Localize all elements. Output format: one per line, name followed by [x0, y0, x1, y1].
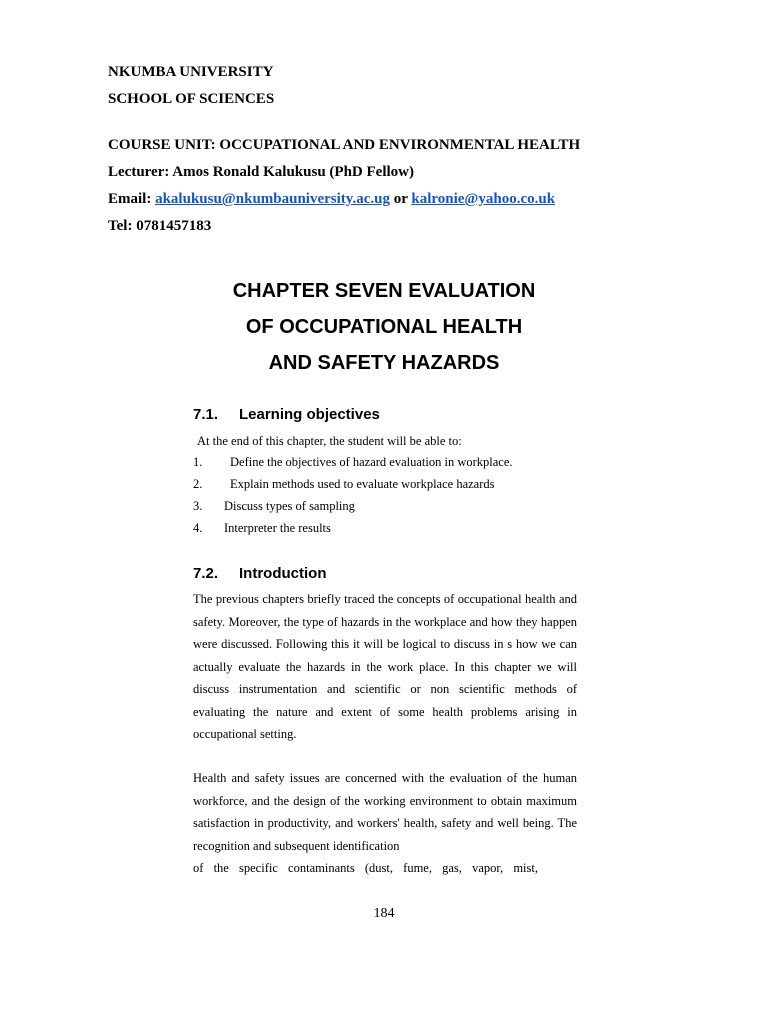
section-title: Learning objectives — [239, 406, 380, 423]
email-label: Email: — [108, 191, 156, 207]
school-name: SCHOOL OF SCIENCES — [108, 91, 275, 107]
body-paragraph: Health and safety issues are concerned with the evaluation of the human workforce, and the design of the working environment to obtain maximum satisfaction in productivity, and workers' health, safety and well being. The recognition and subsequent identification — [193, 771, 577, 853]
list-item-text: Interpreter the results — [224, 521, 331, 535]
section-heading-learning-objectives — [193, 405, 380, 425]
section-title: Introduction — [239, 565, 327, 582]
lecturer-name: Lecturer: Amos Ronald Kalukusu (PhD Fellow) — [108, 164, 414, 180]
email-link-secondary[interactable]: kalronie@yahoo.co.uk — [411, 191, 556, 207]
list-item-text: Define the objectives of hazard evaluation in workplace. — [230, 455, 513, 469]
university-name: NKUMBA UNIVERSITY — [108, 64, 274, 80]
section-number: 7.2. — [193, 565, 219, 582]
header-spacer — [108, 113, 728, 132]
chapter-title-line: CHAPTER SEVEN EVALUATION — [232, 280, 536, 302]
list-item-number: 4. — [193, 521, 203, 535]
body-paragraph: The previous chapters briefly traced the concepts of occupational health and safety. Moreover, the type of hazards in the workplace and how they happen were discussed. Following this it will be logical to discuss in s how we can actually evaluate the hazards in the work place. In this chapter we will discuss instrumentation and scientific or non scientific methods of evaluating the nature and extent of some health problems arising in occupational setting. — [193, 592, 577, 741]
list-item-text: Explain methods used to evaluate workplace hazards — [230, 477, 495, 491]
chapter-title-line: OF OCCUPATIONAL HEALTH — [245, 316, 523, 338]
section-number: 7.1. — [193, 406, 219, 423]
list-item-text: Discuss types of sampling — [224, 499, 355, 513]
page-number: 184 — [373, 906, 395, 921]
document-header — [108, 59, 728, 240]
email-link-primary[interactable]: akalukusu@nkumbauniversity.ac.ug — [155, 191, 390, 207]
section-heading-introduction — [193, 564, 326, 584]
email-line — [108, 186, 728, 213]
objectives-intro: At the end of this chapter, the student will be able to: — [197, 434, 462, 448]
chapter-title — [0, 273, 768, 381]
list-item-number: 2. — [193, 477, 203, 491]
chapter-title-line: AND SAFETY HAZARDS — [268, 352, 500, 374]
course-unit: COURSE UNIT: OCCUPATIONAL AND ENVIRONMENTAL HEALTH — [108, 137, 581, 153]
telephone: Tel: 0781457183 — [108, 218, 212, 234]
email-separator: or — [389, 191, 412, 207]
list-item-number: 3. — [193, 499, 203, 513]
body-paragraph-continuation: of the specific contaminants (dust, fume, gas, vapor, mist, — [193, 861, 538, 875]
list-item-number: 1. — [193, 455, 203, 469]
